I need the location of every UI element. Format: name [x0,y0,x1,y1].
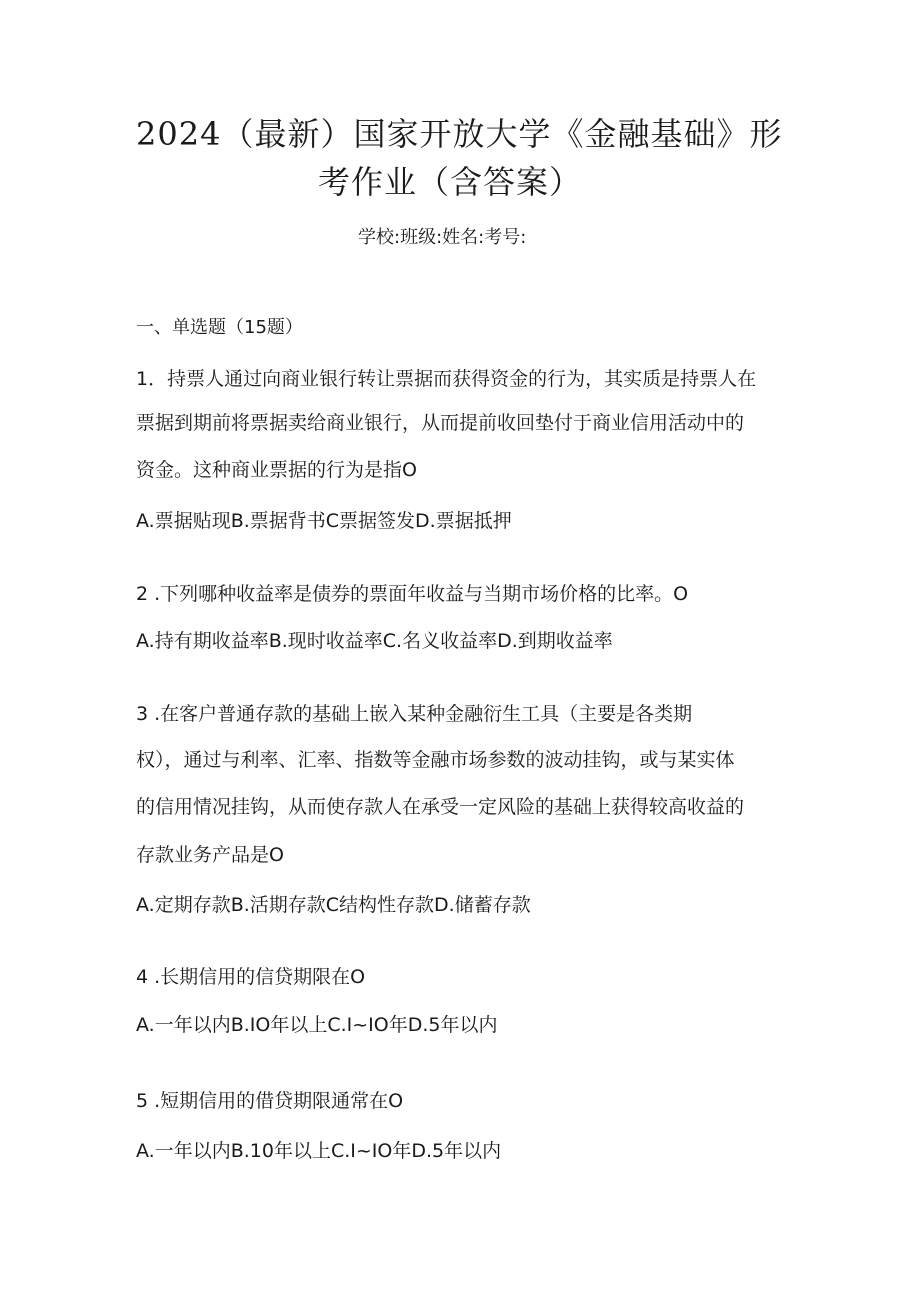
question-1-line-3: 资金。这种商业票据的行为是指O [136,459,417,481]
question-3-options: A.定期存款B.活期存款C结构性存款D.储蓄存款 [136,894,531,916]
question-3-line-1: 3 .在客户普通存款的基础上嵌入某种金融衍生工具（主要是各类期 [136,703,693,725]
question-3-line-3: 的信用情况挂钩，从而使存款人在承受一定风险的基础上获得较高收益的 [136,796,745,818]
question-2-options: A.持有期收益率B.现时收益率C.名义收益率D.到期收益率 [136,630,613,652]
question-4-line-1: 4 .长期信用的信贷期限在O [136,966,366,988]
question-4-options: A.一年以内B.IO年以上C.I~IO年D.5年以内 [136,1014,498,1036]
question-1-line-2: 票据到期前将票据卖给商业银行，从而提前收回垫付于商业信用活动中的 [136,412,745,434]
question-3-line-2: 权），通过与利率、汇率、指数等金融市场参数的波动挂钩，或与某实体 [136,749,735,771]
document-title-line-1: 2024（最新）国家开放大学《金融基础》形 [136,115,783,153]
question-5-options: A.一年以内B.10年以上C.I~IO年D.5年以内 [136,1140,502,1162]
student-info-line: 学校:班级:姓名:考号: [358,227,527,248]
question-1-options: A.票据贴现B.票据背书C票据签发D.票据抵押 [136,510,512,532]
question-2-line-1: 2 .下列哪种收益率是债券的票面年收益与当期市场价格的比率。O [136,583,689,605]
question-5-line-1: 5 .短期信用的借贷期限通常在O [136,1090,404,1112]
question-3-line-4: 存款业务产品是O [136,844,284,866]
document-title-line-2: 考作业（含答案） [318,163,583,201]
question-1-line-1: 1．持票人通过向商业银行转让票据而获得资金的行为，其实质是持票人在 [136,368,757,390]
section-heading: 一、单选题（15题） [136,317,303,338]
